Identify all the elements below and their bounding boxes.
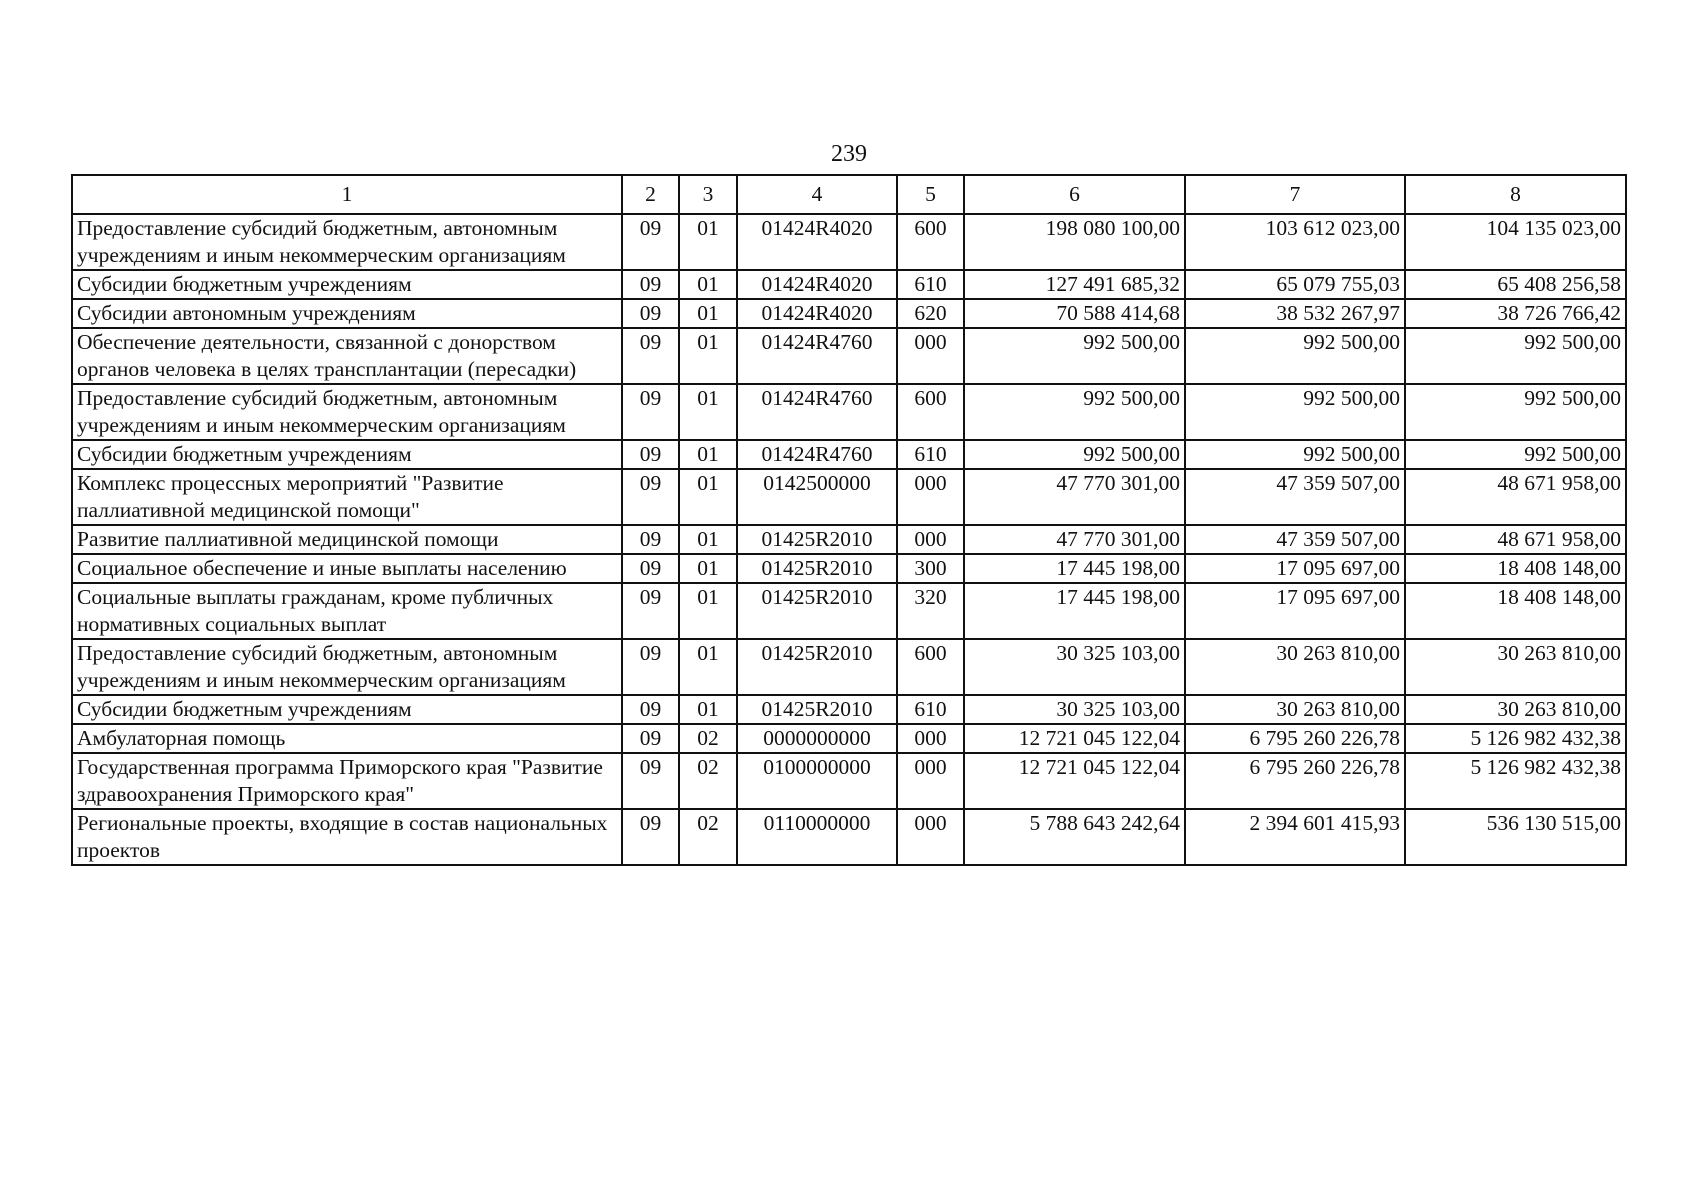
amount-col6-cell: 30 325 103,00 (964, 639, 1185, 695)
subsection-code-cell: 01 (679, 469, 737, 525)
amount-col7-cell: 47 359 507,00 (1185, 525, 1405, 554)
page-number: 239 (831, 141, 867, 167)
amount-col8-cell: 992 500,00 (1405, 384, 1626, 440)
amount-col7-cell: 17 095 697,00 (1185, 583, 1405, 639)
expense-type-cell: 000 (897, 328, 964, 384)
column-header: 6 (964, 175, 1185, 214)
amount-col6-cell: 12 721 045 122,04 (964, 724, 1185, 753)
expense-type-cell: 320 (897, 583, 964, 639)
amount-col6-cell: 47 770 301,00 (964, 525, 1185, 554)
amount-col6-cell: 12 721 045 122,04 (964, 753, 1185, 809)
amount-col8-cell: 30 263 810,00 (1405, 695, 1626, 724)
row-name-cell: Обеспечение деятельности, связанной с донорством органов человека в целях трансплантации (пересадки) (72, 328, 622, 384)
amount-col8-cell: 18 408 148,00 (1405, 583, 1626, 639)
amount-col8-cell: 30 263 810,00 (1405, 639, 1626, 695)
amount-col8-cell: 5 126 982 432,38 (1405, 724, 1626, 753)
subsection-code-cell: 02 (679, 809, 737, 865)
section-code-cell: 09 (622, 525, 679, 554)
table-row (72, 639, 1626, 695)
amount-col6-cell: 30 325 103,00 (964, 695, 1185, 724)
subsection-code-cell: 01 (679, 525, 737, 554)
table-row (72, 724, 1626, 753)
target-article-cell: 0000000000 (737, 724, 897, 753)
row-name-cell: Социальное обеспечение и иные выплаты населению (72, 554, 622, 583)
expense-type-cell: 610 (897, 695, 964, 724)
subsection-code-cell: 01 (679, 639, 737, 695)
table-row (72, 809, 1626, 865)
amount-col6-cell: 17 445 198,00 (964, 554, 1185, 583)
expense-type-cell: 000 (897, 753, 964, 809)
expense-type-cell: 620 (897, 299, 964, 328)
row-name-cell: Комплекс процессных мероприятий "Развитие паллиативной медицинской помощи" (72, 469, 622, 525)
row-name-cell: Государственная программа Приморского края "Развитие здравоохранения Приморского края" (72, 753, 622, 809)
budget-table (71, 174, 1627, 866)
expense-type-cell: 300 (897, 554, 964, 583)
subsection-code-cell: 01 (679, 384, 737, 440)
table-row (72, 328, 1626, 384)
section-code-cell: 09 (622, 753, 679, 809)
amount-col6-cell: 17 445 198,00 (964, 583, 1185, 639)
expense-type-cell: 610 (897, 440, 964, 469)
amount-col7-cell: 992 500,00 (1185, 384, 1405, 440)
subsection-code-cell: 01 (679, 440, 737, 469)
amount-col7-cell: 30 263 810,00 (1185, 695, 1405, 724)
row-name-cell: Предоставление субсидий бюджетным, автономным учреждениям и иным некоммерческим организациям (72, 214, 622, 270)
amount-col7-cell: 38 532 267,97 (1185, 299, 1405, 328)
amount-col7-cell: 6 795 260 226,78 (1185, 753, 1405, 809)
section-code-cell: 09 (622, 270, 679, 299)
row-name-cell: Субсидии автономным учреждениям (72, 299, 622, 328)
target-article-cell: 0100000000 (737, 753, 897, 809)
column-header: 7 (1185, 175, 1405, 214)
amount-col8-cell: 48 671 958,00 (1405, 525, 1626, 554)
subsection-code-cell: 01 (679, 695, 737, 724)
amount-col8-cell: 104 135 023,00 (1405, 214, 1626, 270)
amount-col7-cell: 103 612 023,00 (1185, 214, 1405, 270)
expense-type-cell: 000 (897, 809, 964, 865)
table-row (72, 583, 1626, 639)
amount-col7-cell: 2 394 601 415,93 (1185, 809, 1405, 865)
amount-col7-cell: 47 359 507,00 (1185, 469, 1405, 525)
table-row (72, 299, 1626, 328)
amount-col6-cell: 992 500,00 (964, 328, 1185, 384)
expense-type-cell: 600 (897, 639, 964, 695)
table-row (72, 695, 1626, 724)
amount-col8-cell: 5 126 982 432,38 (1405, 753, 1626, 809)
section-code-cell: 09 (622, 554, 679, 583)
section-code-cell: 09 (622, 583, 679, 639)
row-name-cell: Субсидии бюджетным учреждениям (72, 695, 622, 724)
column-header: 1 (72, 175, 622, 214)
target-article-cell: 01424R4760 (737, 440, 897, 469)
row-name-cell: Предоставление субсидий бюджетным, автономным учреждениям и иным некоммерческим организациям (72, 384, 622, 440)
target-article-cell: 01425R2010 (737, 695, 897, 724)
section-code-cell: 09 (622, 809, 679, 865)
amount-col6-cell: 992 500,00 (964, 440, 1185, 469)
table-row (72, 469, 1626, 525)
target-article-cell: 01424R4020 (737, 270, 897, 299)
subsection-code-cell: 02 (679, 753, 737, 809)
row-name-cell: Региональные проекты, входящие в состав национальных проектов (72, 809, 622, 865)
expense-type-cell: 610 (897, 270, 964, 299)
amount-col7-cell: 992 500,00 (1185, 328, 1405, 384)
amount-col7-cell: 992 500,00 (1185, 440, 1405, 469)
amount-col6-cell: 5 788 643 242,64 (964, 809, 1185, 865)
row-name-cell: Субсидии бюджетным учреждениям (72, 270, 622, 299)
row-name-cell: Предоставление субсидий бюджетным, автономным учреждениям и иным некоммерческим организациям (72, 639, 622, 695)
amount-col8-cell: 992 500,00 (1405, 440, 1626, 469)
subsection-code-cell: 01 (679, 328, 737, 384)
section-code-cell: 09 (622, 214, 679, 270)
subsection-code-cell: 02 (679, 724, 737, 753)
amount-col7-cell: 17 095 697,00 (1185, 554, 1405, 583)
table-row (72, 214, 1626, 270)
target-article-cell: 0142500000 (737, 469, 897, 525)
subsection-code-cell: 01 (679, 554, 737, 583)
table-row (72, 525, 1626, 554)
table-row (72, 753, 1626, 809)
section-code-cell: 09 (622, 469, 679, 525)
amount-col8-cell: 992 500,00 (1405, 328, 1626, 384)
column-header: 8 (1405, 175, 1626, 214)
expense-type-cell: 600 (897, 384, 964, 440)
expense-type-cell: 000 (897, 469, 964, 525)
header-row (72, 175, 1626, 214)
target-article-cell: 01424R4760 (737, 384, 897, 440)
column-header: 2 (622, 175, 679, 214)
amount-col8-cell: 48 671 958,00 (1405, 469, 1626, 525)
target-article-cell: 01424R4760 (737, 328, 897, 384)
amount-col8-cell: 18 408 148,00 (1405, 554, 1626, 583)
column-header: 3 (679, 175, 737, 214)
amount-col6-cell: 198 080 100,00 (964, 214, 1185, 270)
table-row (72, 440, 1626, 469)
section-code-cell: 09 (622, 639, 679, 695)
section-code-cell: 09 (622, 440, 679, 469)
column-header: 5 (897, 175, 964, 214)
amount-col7-cell: 6 795 260 226,78 (1185, 724, 1405, 753)
table-row (72, 384, 1626, 440)
target-article-cell: 01424R4020 (737, 214, 897, 270)
section-code-cell: 09 (622, 299, 679, 328)
subsection-code-cell: 01 (679, 583, 737, 639)
section-code-cell: 09 (622, 724, 679, 753)
row-name-cell: Амбулаторная помощь (72, 724, 622, 753)
row-name-cell: Социальные выплаты гражданам, кроме публичных нормативных социальных выплат (72, 583, 622, 639)
expense-type-cell: 600 (897, 214, 964, 270)
subsection-code-cell: 01 (679, 214, 737, 270)
section-code-cell: 09 (622, 328, 679, 384)
table-row (72, 270, 1626, 299)
expense-type-cell: 000 (897, 525, 964, 554)
target-article-cell: 01424R4020 (737, 299, 897, 328)
target-article-cell: 01425R2010 (737, 525, 897, 554)
amount-col8-cell: 65 408 256,58 (1405, 270, 1626, 299)
expense-type-cell: 000 (897, 724, 964, 753)
target-article-cell: 01425R2010 (737, 554, 897, 583)
section-code-cell: 09 (622, 695, 679, 724)
target-article-cell: 0110000000 (737, 809, 897, 865)
target-article-cell: 01425R2010 (737, 639, 897, 695)
amount-col8-cell: 38 726 766,42 (1405, 299, 1626, 328)
amount-col8-cell: 536 130 515,00 (1405, 809, 1626, 865)
section-code-cell: 09 (622, 384, 679, 440)
table-body (72, 214, 1626, 865)
subsection-code-cell: 01 (679, 270, 737, 299)
amount-col6-cell: 70 588 414,68 (964, 299, 1185, 328)
amount-col7-cell: 65 079 755,03 (1185, 270, 1405, 299)
amount-col6-cell: 47 770 301,00 (964, 469, 1185, 525)
column-header: 4 (737, 175, 897, 214)
table-row (72, 554, 1626, 583)
target-article-cell: 01425R2010 (737, 583, 897, 639)
amount-col7-cell: 30 263 810,00 (1185, 639, 1405, 695)
amount-col6-cell: 992 500,00 (964, 384, 1185, 440)
subsection-code-cell: 01 (679, 299, 737, 328)
row-name-cell: Развитие паллиативной медицинской помощи (72, 525, 622, 554)
amount-col6-cell: 127 491 685,32 (964, 270, 1185, 299)
row-name-cell: Субсидии бюджетным учреждениям (72, 440, 622, 469)
